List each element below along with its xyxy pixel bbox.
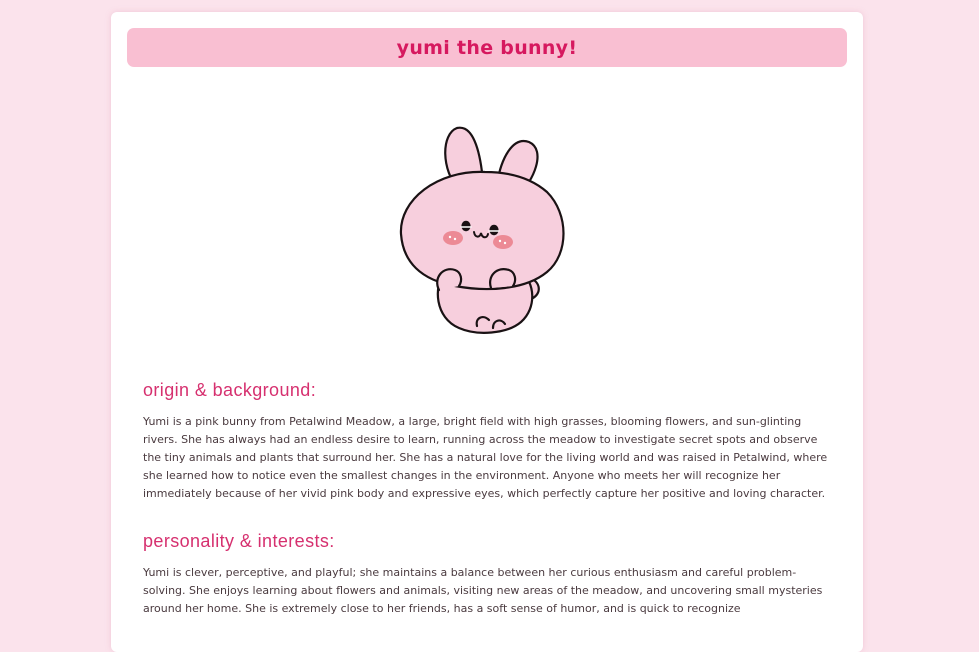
origin-heading: origin & background: xyxy=(143,380,317,400)
bunny-head xyxy=(401,172,564,289)
bunny-right-paw xyxy=(490,269,515,288)
origin-text: Yumi is a pink bunny from Petalwind Meadow, a large, bright field with high grasses, blooming flowers, and sun-glinting rivers. She has always had an endless desire to learn, running across the meadow to investigate secret spots and observe the tiny animals and plants that surround her. She has a natural love for the living world and was raised in Petalwind, where she learned how to notice even the smallest changes in the environment. Anyone who meets her will recognize her immediately because of her vivid pink body and expressive eyes, which perfectly capture her positive and loving character. xyxy=(143,415,828,500)
bunny-left-cheek xyxy=(443,231,463,245)
page-title: yumi the bunny! xyxy=(396,36,578,59)
title-banner xyxy=(127,28,847,67)
bunny-left-eye xyxy=(462,222,469,230)
pink-bunny-illustration xyxy=(397,122,573,337)
bunny-right-cheek xyxy=(493,235,513,249)
content-card xyxy=(111,12,863,652)
bunny-right-eye xyxy=(490,226,497,234)
personality-text: Yumi is clever, perceptive, and playful; she maintains a balance between her curious enthusiasm and careful problem-solving. She enjoys learning about flowers and animals, visiting new areas of the meadow, and uncovering small mysteries around her home. She is extremely close to her friends, has a soft sense of humor, and is quick to recognize xyxy=(143,566,823,615)
personality-heading: personality & interests: xyxy=(143,531,335,551)
